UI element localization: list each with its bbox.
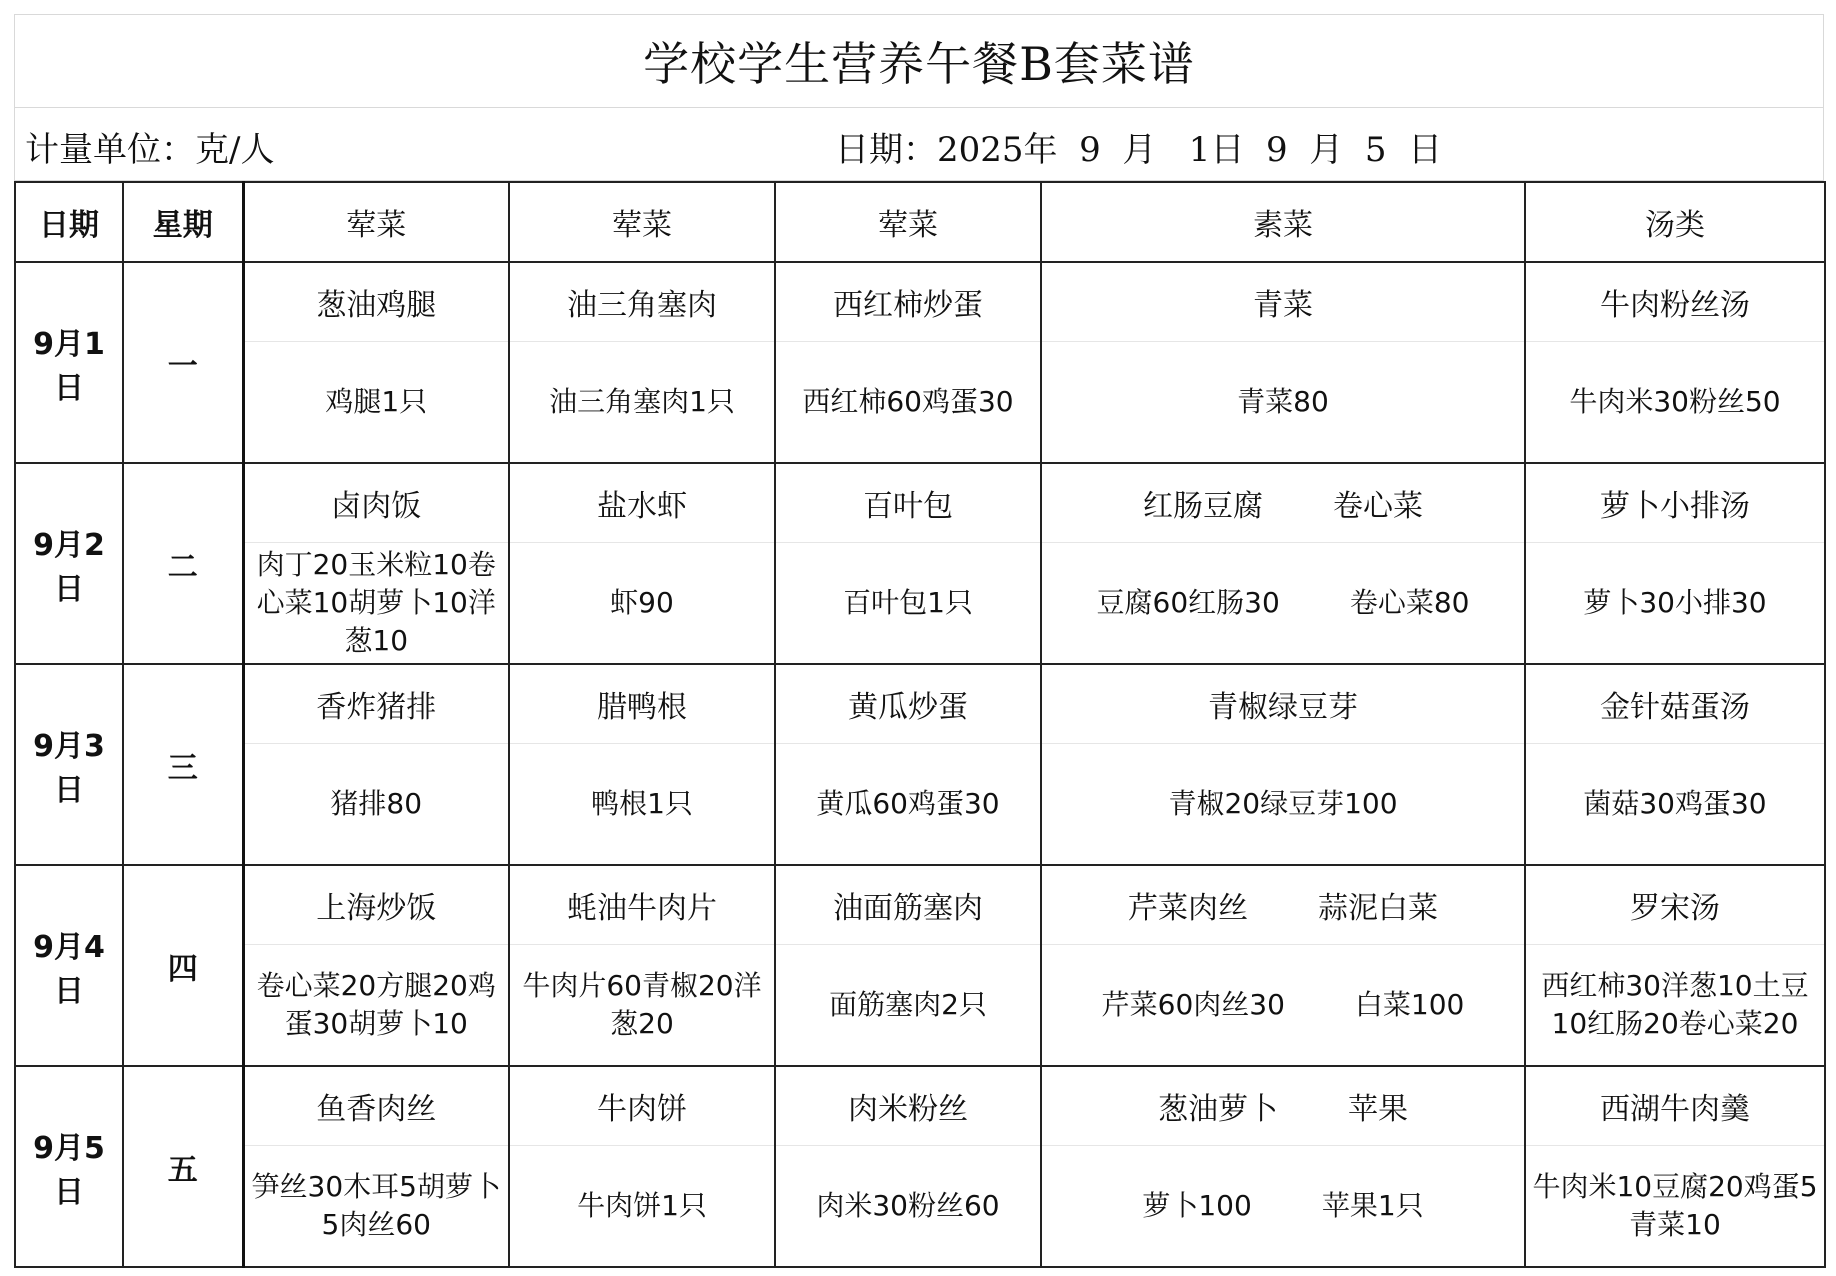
dish-meat-2: 油三角塞肉 (509, 262, 775, 342)
vegetable-pair (1046, 682, 1520, 726)
dish-soup: 西湖牛肉羹 (1525, 1066, 1825, 1146)
amount-meat-2: 油三角塞肉1只 (509, 342, 775, 464)
header-weekday: 星期 (123, 182, 243, 262)
vegetable-pair (1046, 584, 1520, 622)
header-vegetable: 素菜 (1041, 182, 1525, 262)
dish-meat-1: 鱼香肉丝 (243, 1066, 509, 1146)
amount-meat-2: 牛肉片60青椒20洋葱20 (509, 945, 775, 1067)
day-row-amounts (15, 543, 1825, 665)
header-meat-3: 荤菜 (775, 182, 1041, 262)
amount-soup: 西红柿30洋葱10土豆10红肠20卷心菜20 (1525, 945, 1825, 1067)
day-row-amounts (15, 1146, 1825, 1268)
day-weekday: 三 (123, 664, 243, 865)
amount-vegetable (1041, 543, 1525, 665)
amount-soup: 牛肉米10豆腐20鸡蛋5青菜10 (1525, 1146, 1825, 1268)
day-date: 9月5日 (15, 1066, 123, 1267)
day-date: 9月2日 (15, 463, 123, 664)
amount-vegetable (1041, 1146, 1525, 1268)
amount-meat-1: 猪排80 (243, 744, 509, 866)
dish-name: 红肠豆腐 (1143, 489, 1263, 524)
day-row-dishes (15, 262, 1825, 342)
dish-vegetable (1041, 1066, 1525, 1146)
amount-meat-3: 面筋塞肉2只 (775, 945, 1041, 1067)
dish-soup: 萝卜小排汤 (1525, 463, 1825, 543)
amount-meat-1: 卷心菜20方腿20鸡蛋30胡萝卜10 (243, 945, 509, 1067)
dish-vegetable (1041, 463, 1525, 543)
vegetable-pair (1046, 1187, 1520, 1225)
dish-name: 青椒绿豆芽 (1208, 690, 1358, 725)
dish-meat-3: 西红柿炒蛋 (775, 262, 1041, 342)
dish-vegetable (1041, 865, 1525, 945)
day-weekday: 四 (123, 865, 243, 1066)
vegetable-pair (1046, 986, 1520, 1024)
dish-soup: 罗宋汤 (1525, 865, 1825, 945)
dish-meat-3: 百叶包 (775, 463, 1041, 543)
amount-text: 苹果1只 (1321, 1189, 1424, 1222)
dish-vegetable (1041, 262, 1525, 342)
amount-meat-1: 笋丝30木耳5胡萝卜5肉丝60 (243, 1146, 509, 1268)
amount-text: 白菜100 (1354, 988, 1465, 1021)
amount-meat-3: 百叶包1只 (775, 543, 1041, 665)
day-date: 9月1日 (15, 262, 123, 463)
day-row-dishes (15, 1066, 1825, 1146)
dish-meat-1: 香炸猪排 (243, 664, 509, 744)
dish-meat-3: 油面筋塞肉 (775, 865, 1041, 945)
dish-name: 蒜泥白菜 (1318, 891, 1438, 926)
day-row-amounts (15, 342, 1825, 464)
amount-meat-2: 虾90 (509, 543, 775, 665)
menu-body (15, 262, 1825, 1267)
amount-vegetable (1041, 744, 1525, 866)
amount-vegetable (1041, 945, 1525, 1067)
day-row-dishes (15, 463, 1825, 543)
amount-meat-2: 鸭根1只 (509, 744, 775, 866)
dish-meat-2: 腊鸭根 (509, 664, 775, 744)
amount-text: 青椒20绿豆芽100 (1168, 787, 1398, 820)
dish-soup: 金针菇蛋汤 (1525, 664, 1825, 744)
vegetable-pair (1046, 883, 1520, 927)
meta-row (14, 107, 1824, 181)
day-row-dishes (15, 664, 1825, 744)
day-date: 9月4日 (15, 865, 123, 1066)
dish-vegetable (1041, 664, 1525, 744)
amount-vegetable (1041, 342, 1525, 464)
header-date: 日期 (15, 182, 123, 262)
vegetable-pair (1046, 280, 1520, 324)
amount-soup: 萝卜30小排30 (1525, 543, 1825, 665)
vegetable-pair (1046, 785, 1520, 823)
dish-soup: 牛肉粉丝汤 (1525, 262, 1825, 342)
header-meat-1: 荤菜 (243, 182, 509, 262)
amount-meat-3: 西红柿60鸡蛋30 (775, 342, 1041, 464)
day-row-dishes (15, 865, 1825, 945)
vegetable-pair (1046, 1084, 1520, 1128)
amount-text: 芹菜60肉丝30 (1101, 988, 1285, 1021)
amount-meat-2: 牛肉饼1只 (509, 1146, 775, 1268)
dish-name: 葱油萝卜 (1158, 1092, 1278, 1127)
vegetable-pair (1046, 383, 1520, 421)
unit-label: 计量单位：克/人 (25, 130, 275, 170)
day-row-amounts (15, 945, 1825, 1067)
header-meat-2: 荤菜 (509, 182, 775, 262)
amount-meat-1: 肉丁20玉米粒10卷心菜10胡萝卜10洋葱10 (243, 543, 509, 665)
menu-table (14, 181, 1826, 1268)
day-weekday: 五 (123, 1066, 243, 1267)
amount-text: 卷心菜80 (1349, 586, 1470, 619)
date-range: 日期：2025年 9 月 1日 9 月 5 日 (835, 130, 1443, 170)
dish-name: 青菜 (1253, 288, 1313, 323)
day-weekday: 二 (123, 463, 243, 664)
dish-meat-1: 卤肉饭 (243, 463, 509, 543)
dish-name: 苹果 (1348, 1092, 1408, 1127)
day-date: 9月3日 (15, 664, 123, 865)
dish-meat-1: 葱油鸡腿 (243, 262, 509, 342)
amount-meat-1: 鸡腿1只 (243, 342, 509, 464)
title-row (14, 14, 1824, 107)
amount-text: 萝卜100 (1142, 1189, 1252, 1222)
header-soup: 汤类 (1525, 182, 1825, 262)
dish-name: 卷心菜 (1333, 489, 1423, 524)
amount-text: 豆腐60红肠30 (1096, 586, 1280, 619)
amount-soup: 牛肉米30粉丝50 (1525, 342, 1825, 464)
dish-name: 芹菜肉丝 (1128, 891, 1248, 926)
dish-meat-3: 肉米粉丝 (775, 1066, 1041, 1146)
day-weekday: 一 (123, 262, 243, 463)
day-row-amounts (15, 744, 1825, 866)
dish-meat-2: 牛肉饼 (509, 1066, 775, 1146)
dish-meat-2: 盐水虾 (509, 463, 775, 543)
amount-meat-3: 黄瓜60鸡蛋30 (775, 744, 1041, 866)
dish-meat-1: 上海炒饭 (243, 865, 509, 945)
vegetable-pair (1046, 481, 1520, 525)
amount-soup: 菌菇30鸡蛋30 (1525, 744, 1825, 866)
dish-meat-3: 黄瓜炒蛋 (775, 664, 1041, 744)
page-title: 学校学生营养午餐B套菜谱 (643, 37, 1195, 91)
amount-meat-3: 肉米30粉丝60 (775, 1146, 1041, 1268)
amount-text: 青菜80 (1237, 385, 1329, 418)
header-row (15, 182, 1825, 262)
menu-sheet (14, 14, 1824, 1268)
dish-meat-2: 蚝油牛肉片 (509, 865, 775, 945)
